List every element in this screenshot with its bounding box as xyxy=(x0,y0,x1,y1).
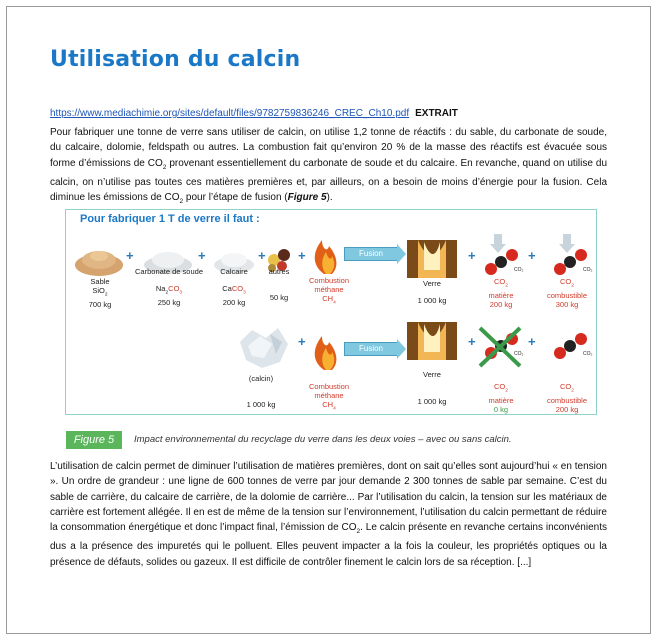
co2-mini-label: CO₂ xyxy=(583,267,593,273)
page-title: Utilisation du calcin xyxy=(50,47,301,72)
plus-icon: + xyxy=(126,248,134,263)
plus-icon: + xyxy=(298,248,306,263)
plus-icon: + xyxy=(258,248,266,263)
plus-icon: + xyxy=(468,248,476,263)
sand-image-icon xyxy=(75,251,123,276)
figure-caption-label: Figure 5 xyxy=(66,431,122,449)
cullet-image-icon xyxy=(240,328,288,368)
figure-caption-text: Impact environnemental du recyclage du verre dans les deux voies – avec ou sans calcin. xyxy=(134,434,512,445)
plus-icon: + xyxy=(298,334,306,349)
plus-icon: + xyxy=(528,248,536,263)
figure-5 xyxy=(65,209,597,415)
plus-icon: + xyxy=(198,248,206,263)
flame-icon xyxy=(315,336,337,370)
combustion-item: Combustion méthane $CH_4$ xyxy=(308,276,350,306)
figure-heading: Pour fabriquer 1 T de verre il faut : xyxy=(80,213,260,225)
figure-reference: Figure 5 xyxy=(287,192,327,204)
calcin-item: (calcin) 1 000 kg xyxy=(246,374,276,409)
plus-icon: + xyxy=(528,334,536,349)
autres-item: autres 50 kg xyxy=(268,267,290,302)
co2-mini-label: CO₂ xyxy=(514,351,524,357)
molten-glass-icon xyxy=(407,322,457,360)
extrait-tag: EXTRAIT xyxy=(415,108,458,119)
calcaire-item: Calcaire CaCO$_3$ 200 kg xyxy=(220,267,248,307)
intro-paragraph: Pour fabriquer une tonne de verre sans utiliser de calcin, on utilise 1,2 tonne de réactifs : du sable, du carbonate de soude, du calcaire, dolomie, feldspath ou autres. La combustion fait qu’environ 20 % de la masse des réactifs est évacuée sous forme d’émissions de $CO_2$ provenant essentiellement du carbonate de soude et du calcaire. En revanche, quand on utilise du calcin, on n’utilise pas toutes ces matières premières et, par ailleurs, on a besoin de moins d’énergie pour la fusion. Cela diminue les émissions de $CO_2$ pour l’étape de fusion (Figure 5). xyxy=(50,127,608,206)
combustion-item: Combustion méthane $CH_4$ xyxy=(308,382,350,412)
crossed-co2-molecule-icon xyxy=(480,328,520,366)
carbonate-item: Carbonate de soude $Na_2CO_3$ 250 kg xyxy=(135,267,203,307)
co2-combustible-item: $CO_2$ combustible 300 kg xyxy=(546,277,588,309)
source-link[interactable]: https://www.mediachimie.org/sites/default/files/9782759836246_CREC_Ch10.pdf xyxy=(50,108,410,119)
co2-matiere-item: $CO_2$ matière 200 kg xyxy=(488,277,514,309)
co2-mini-label: CO₂ xyxy=(583,351,593,357)
verre-item: Verre 1 000 kg xyxy=(417,279,447,305)
arrow-head-icon xyxy=(397,244,406,264)
flame-icon xyxy=(315,240,337,274)
co2-matiere-item: $CO_2$ matière 0 kg xyxy=(488,382,514,414)
body-paragraph: L’utilisation de calcin permet de diminuer l’utilisation de matières premières, dont on sait qu’elles sont aujourd’hui « en tension ». Un ordre de grandeur : une ligne de 600 tonnes de verre par jour demande 2 300 tonnes de sable par semaine. C’est du sable de carrière, du calcaire de carrière, de la dolomie de carrière... Par l’utilisation du calcin, la tension sur les matériaux de carrière est fortement allégée. Il en est de même de la tension sur l’environnement, l’utilisation du calcin permettant de réduire la consommation énergétique et donc l’impact final, l’émission de $CO_2$. Le calcin présente en revanche certains inconvénients dus a la présence des impuretés qui le polluent. Elles peuvent impacter a la fois la couleur, les propriétés optiques ou la présence de défauts, solides ou gazeux. Il est difficile de contrôler finement le calcin lors de sa réception. [...] xyxy=(50,461,607,568)
fusion-arrow: Fusion xyxy=(344,342,398,356)
co2-combustible-item: $CO_2$ combustible 200 kg xyxy=(546,382,588,414)
co2-mini-label: CO₂ xyxy=(514,267,524,273)
verre-item: Verre 1 000 kg xyxy=(417,370,447,406)
sable-item: Sable SiO$_2$ 700 kg xyxy=(88,277,112,309)
arrow-head-icon xyxy=(397,339,406,359)
plus-icon: + xyxy=(468,334,476,349)
molten-glass-icon xyxy=(407,240,457,278)
fusion-arrow: Fusion xyxy=(344,247,398,261)
source-line xyxy=(50,108,458,119)
